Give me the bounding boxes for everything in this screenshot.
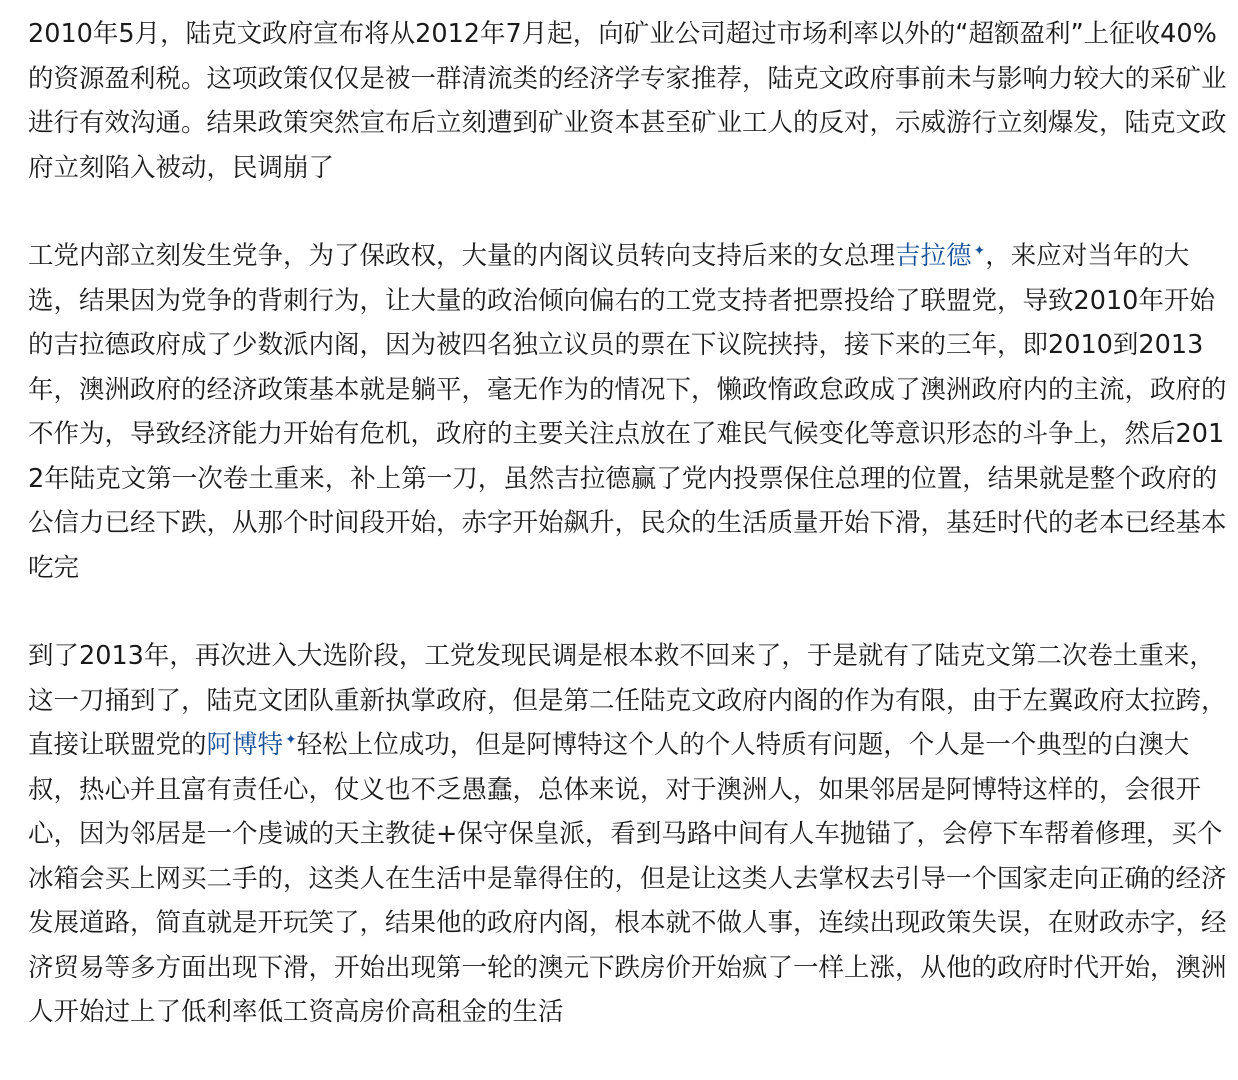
- link-abbott[interactable]: [207, 730, 297, 760]
- sparkle-icon[interactable]: ✦: [973, 242, 986, 259]
- sparkle-icon[interactable]: ✦: [285, 731, 297, 748]
- paragraph-2: [28, 234, 1238, 590]
- link-abbott-text[interactable]: 阿博特: [206, 730, 284, 760]
- paragraph-2-text-after: ，来应对当年的大选，结果因为党争的背刺行为，让大量的政治倾向偏右的工党支持者把票投给了联盟党，导致2010年开始的吉拉德政府成了少数派内阁，因为被四名独立议员的票在下议院挟持，接下来的三年，即2010到2013年，澳洲政府的经济政策基本就是躺平，毫无作为的情况下，懒政惰政怠政成了澳洲政府内的主流，政府的不作为，导致经济能力开始有危机，政府的主要关注点放在了难民气候变化等意识形态的斗争上，然后2012年陆克文第一次卷土重来，补上第一刀，虽然吉拉德赢了党内投票保住总理的位置，结果就是整个政府的公信力已经下跌，从那个时间段开始，赤字开始飙升，民众的生活质量开始下滑，基廷时代的老本已经基本吃完: [28, 241, 1227, 583]
- link-gillard-text[interactable]: 吉拉德: [895, 241, 972, 271]
- paragraph-1: [28, 12, 1238, 190]
- paragraph-3-text-after: 轻松上位成功，但是阿博特这个人的个人特质有问题，个人是一个典型的白澳大叔，热心并且富有责任心，仗义也不乏愚蠢，总体来说，对于澳洲人，如果邻居是阿博特这样的，会很开心，因为邻居是一个虔诚的天主教徒+保守保皇派，看到马路中间有人车抛锚了，会停下车帮着修理，买个冰箱会买上网买二手的，这类人在生活中是靠得住的，但是让这类人去掌权去引导一个国家走向正确的经济发展道路，简直就是开玩笑了，结果他的政府内阁，根本就不做人事，连续出现政策失误，在财政赤字，经济贸易等多方面出现下滑，开始出现第一轮的澳元下跌房价开始疯了一样上涨，从他的政府时代开始，澳洲人开始过上了低利率低工资高房价高租金的生活: [28, 730, 1227, 1027]
- paragraph-1-text: 2010年5月，陆克文政府宣布将从2012年7月起，向矿业公司超过市场利率以外的“超额盈利”上征收40%的资源盈利税。这项政策仅仅是被一群清流类的经济学专家推荐，陆克文政府事前未与影响力较大的采矿业进行有效沟通。结果政策突然宣布后立刻遭到矿业资本甚至矿业工人的反对，示威游行立刻爆发，陆克文政府立刻陷入被动，民调崩了: [28, 19, 1227, 183]
- paragraph-3: [28, 634, 1238, 1035]
- paragraph-3-text-before: 到了2013年，再次进入大选阶段，工党发现民调是根本救不回来了，于是就有了陆克文第二次卷土重来，这一刀捅到了，陆克文团队重新执掌政府，但是第二任陆克文政府内阁的作为有限，由于左翼政府太拉跨，直接让联盟党的: [28, 641, 1227, 760]
- link-gillard[interactable]: [895, 241, 985, 271]
- paragraph-2-text-before: 工党内部立刻发生党争，为了保政权，大量的内阁议员转向支持后来的女总理: [28, 241, 896, 271]
